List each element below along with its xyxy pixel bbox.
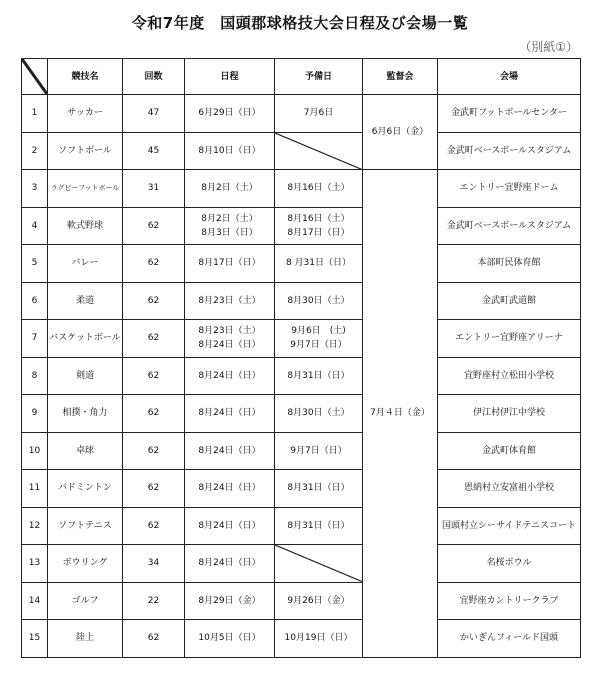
date-line: 8月17日（日） [198, 258, 261, 269]
table-row [22, 207, 581, 245]
table-row [22, 507, 581, 545]
reserve-date [275, 620, 363, 658]
page-title: 令和7年度 国頭郡球格技大会日程及び会場一覧 [131, 14, 469, 32]
date-line: 8月3日（日） [201, 227, 258, 238]
row-number: 6 [22, 282, 48, 320]
sport-name: サッカー [48, 95, 123, 133]
schedule-date [185, 357, 275, 395]
game-count: 47 [123, 95, 185, 133]
sport-name: 相撲・角力 [48, 395, 123, 433]
reserve-date [275, 470, 363, 508]
row-number: 13 [22, 545, 48, 583]
venue-name: 伊江村伊江中学校 [438, 395, 581, 433]
reserve-line: 10月19日（日） [284, 633, 353, 644]
game-count: 62 [123, 395, 185, 433]
date-line: 8月23日（土） [198, 326, 261, 337]
date-line: 8月29日（金） [198, 595, 261, 606]
corner-cell [22, 59, 48, 95]
schedule-date [185, 282, 275, 320]
row-number: 9 [22, 395, 48, 433]
header-reserve: 予備日 [275, 59, 363, 95]
table-row [22, 282, 581, 320]
sport-name: バレー [48, 245, 123, 283]
schedule-date [185, 395, 275, 433]
reserve-line: 8月31日（日） [287, 483, 350, 494]
date-line: 6月29日（日） [198, 108, 261, 119]
reserve-line: 8 月31日（日） [285, 258, 352, 269]
header-sport: 競技名 [48, 59, 123, 95]
date-line: 8月24日（日） [198, 340, 261, 351]
game-count: 62 [123, 282, 185, 320]
header-count: 回数 [123, 59, 185, 95]
reserve-none-cell [275, 545, 363, 583]
table-row [22, 395, 581, 433]
reserve-line: 8月17日（日） [287, 227, 350, 238]
schedule-date [185, 207, 275, 245]
sport-name: 柔道 [48, 282, 123, 320]
reserve-line: 8月16日（土） [287, 213, 350, 224]
row-number: 10 [22, 432, 48, 470]
venue-name: 金武町ベースボールスタジアム [438, 207, 581, 245]
reserve-line: 7月6日 [303, 108, 334, 119]
attachment-note: （別紙①） [519, 40, 578, 54]
table-row [22, 582, 581, 620]
venue-name: 宜野座村立松田小学校 [438, 357, 581, 395]
date-line: 8月23日（土） [198, 295, 261, 306]
date-line: 8月2日（土） [201, 183, 258, 194]
table-row [22, 620, 581, 658]
game-count: 31 [123, 170, 185, 208]
schedule-date [185, 470, 275, 508]
sport-name: ソフトテニス [48, 507, 123, 545]
table-row [22, 432, 581, 470]
date-line: 10月5日（日） [198, 633, 261, 644]
table-row [22, 170, 581, 208]
schedule-date [185, 432, 275, 470]
sport-name: 陸上 [48, 620, 123, 658]
date-line: 8月10日（日） [198, 145, 261, 156]
table-row [22, 245, 581, 283]
row-number: 15 [22, 620, 48, 658]
row-number: 4 [22, 207, 48, 245]
schedule-date [185, 545, 275, 583]
row-number: 12 [22, 507, 48, 545]
venue-name: 金武町ベースボールスタジアム [438, 132, 581, 170]
schedule-date [185, 507, 275, 545]
schedule-date [185, 582, 275, 620]
sport-name: ゴルフ [48, 582, 123, 620]
sport-name: ラグビーフットボール [48, 170, 123, 208]
row-number: 11 [22, 470, 48, 508]
sport-name: 軟式野球 [48, 207, 123, 245]
reserve-none-cell [275, 132, 363, 170]
header-venue: 会場 [438, 59, 581, 95]
sport-name: ソフトボール [48, 132, 123, 170]
schedule-date [185, 132, 275, 170]
table-row [22, 320, 581, 358]
reserve-date [275, 357, 363, 395]
reserve-date [275, 95, 363, 133]
reserve-line: 9月26日（金） [287, 595, 350, 606]
meeting-date-group1: 6月6日（金） [363, 95, 438, 170]
venue-name: 本部町民体育館 [438, 245, 581, 283]
reserve-line: 9月7日（日） [290, 445, 347, 456]
reserve-date [275, 245, 363, 283]
venue-name: 名桜ボウル [438, 545, 581, 583]
reserve-line: 8月31日（日） [287, 520, 350, 531]
reserve-date [275, 432, 363, 470]
venue-name: 宜野座カントリークラブ [438, 582, 581, 620]
row-number: 2 [22, 132, 48, 170]
reserve-date [275, 282, 363, 320]
table-row [22, 470, 581, 508]
reserve-date [275, 395, 363, 433]
row-number: 7 [22, 320, 48, 358]
schedule-table [21, 58, 581, 658]
reserve-date [275, 170, 363, 208]
sport-name: ボウリング [48, 545, 123, 583]
sport-name: バドミントン [48, 470, 123, 508]
date-line: 8月2日（土） [201, 213, 258, 224]
game-count: 62 [123, 357, 185, 395]
game-count: 62 [123, 470, 185, 508]
table-row [22, 545, 581, 583]
sport-name: 剣道 [48, 357, 123, 395]
date-line: 8月24日（日） [198, 408, 261, 419]
reserve-line: 8月30日（土） [287, 295, 350, 306]
schedule-date [185, 95, 275, 133]
date-line: 8月24日（日） [198, 445, 261, 456]
venue-name: 金武町体育館 [438, 432, 581, 470]
game-count: 62 [123, 620, 185, 658]
game-count: 62 [123, 320, 185, 358]
game-count: 62 [123, 432, 185, 470]
game-count: 34 [123, 545, 185, 583]
venue-name: 国頭村立シーサイドテニスコート [438, 507, 581, 545]
reserve-line: 9月6日 (土) [291, 326, 346, 337]
schedule-date [185, 620, 275, 658]
meeting-date-group2: 7月４日（金） [363, 170, 438, 658]
schedule-date [185, 320, 275, 358]
reserve-date [275, 320, 363, 358]
header-date: 日程 [185, 59, 275, 95]
venue-name: エントリー宜野座ドーム [438, 170, 581, 208]
row-number: 1 [22, 95, 48, 133]
date-line: 8月24日（日） [198, 520, 261, 531]
table-body [22, 95, 581, 658]
schedule-date [185, 170, 275, 208]
game-count: 45 [123, 132, 185, 170]
game-count: 62 [123, 507, 185, 545]
date-line: 8月24日（日） [198, 558, 261, 569]
reserve-line: 8月30日（土） [287, 408, 350, 419]
row-number: 14 [22, 582, 48, 620]
date-line: 8月24日（日） [198, 370, 261, 381]
venue-name: 恩納村立安富祖小学校 [438, 470, 581, 508]
row-number: 5 [22, 245, 48, 283]
sport-name: 卓球 [48, 432, 123, 470]
reserve-date [275, 582, 363, 620]
table-row [22, 357, 581, 395]
reserve-date [275, 507, 363, 545]
reserve-line: 8月16日（土） [287, 183, 350, 194]
reserve-line: 9月7日（日） [290, 340, 347, 351]
venue-name: 金武町武道館 [438, 282, 581, 320]
table-row [22, 132, 581, 170]
venue-name: 金武町フットボールセンター [438, 95, 581, 133]
row-number: 8 [22, 357, 48, 395]
schedule-date [185, 245, 275, 283]
date-line: 8月24日（日） [198, 483, 261, 494]
table-row [22, 95, 581, 133]
game-count: 62 [123, 245, 185, 283]
venue-name: エントリー宜野座アリーナ [438, 320, 581, 358]
reserve-line: 8月31日（日） [287, 370, 350, 381]
venue-name: かいぎんフィールド国頭 [438, 620, 581, 658]
header-meeting: 監督会 [363, 59, 438, 95]
row-number: 3 [22, 170, 48, 208]
game-count: 22 [123, 582, 185, 620]
sport-name: バスケットボール [48, 320, 123, 358]
reserve-date [275, 207, 363, 245]
game-count: 62 [123, 207, 185, 245]
